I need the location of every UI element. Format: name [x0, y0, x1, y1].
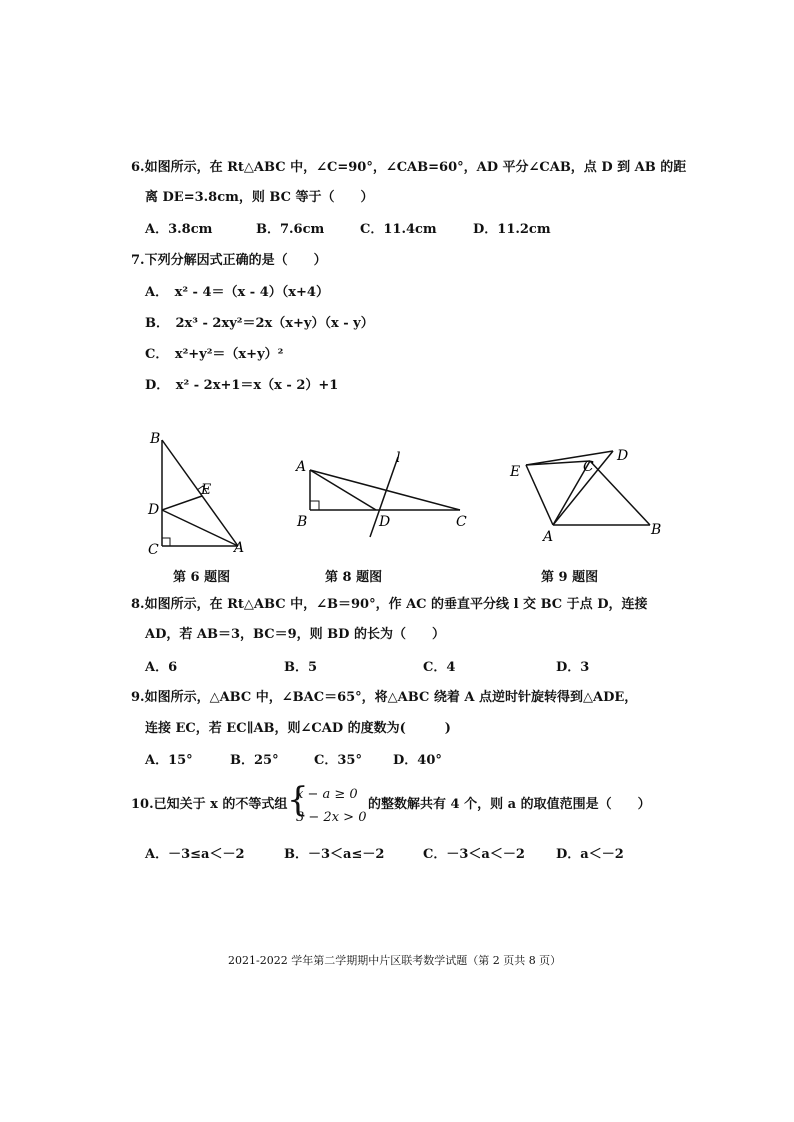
q7-option-b[interactable]: B． 2x³ - 2xy²＝2x（x+y）（x - y） [145, 316, 374, 331]
q8-option-d[interactable]: D．3 [556, 660, 590, 675]
q10-option-c[interactable]: C．－3＜a＜－2 [423, 847, 525, 862]
fig6-label-c: C [148, 542, 159, 558]
q10-inequality-1: x − a ≥ 0 [296, 787, 358, 802]
fig6-label-d: D [148, 502, 160, 518]
fig6-label-e: E [201, 482, 212, 498]
fig9-label-c: C [583, 459, 594, 475]
fig6-label-b: B [150, 431, 161, 447]
q6-stem-line2: 离 DE=3.8cm，则 BC 等于（ ） [145, 190, 374, 205]
fig6-segment-de [162, 496, 202, 510]
q9-stem-line2: 连接 EC，若 EC∥AB，则∠CAD 的度数为( ) [145, 721, 451, 736]
q6-option-d[interactable]: D．11.2cm [473, 222, 551, 237]
q10-brace: { [287, 780, 309, 820]
q10-option-b[interactable]: B．－3＜a≤－2 [284, 847, 385, 862]
fig8-label-d: D [379, 514, 391, 530]
fig8-label-l: l [396, 450, 401, 466]
figure-9-caption: 第 9 题图 [541, 570, 599, 585]
q10-stem-suffix: 的整数解共有 4 个，则 a 的取值范围是（ ） [368, 797, 651, 812]
fig9-label-e: E [510, 464, 521, 480]
q8-option-c[interactable]: C．4 [423, 660, 456, 675]
fig9-label-d: D [617, 448, 629, 464]
q6-option-a[interactable]: A．3.8cm [145, 222, 213, 237]
q6-option-c[interactable]: C．11.4cm [360, 222, 437, 237]
fig6-side-ba [162, 440, 238, 546]
q8-stem-line2: AD，若 AB＝3，BC＝9，则 BD 的长为（ ） [145, 627, 445, 642]
q8-option-a[interactable]: A．6 [145, 660, 178, 675]
fig6-right-angle-c [162, 538, 170, 546]
q10-option-a[interactable]: A．－3≤a＜－2 [145, 847, 245, 862]
q7-option-c[interactable]: C． x²+y²＝（x+y）² [145, 347, 284, 362]
q7-option-a[interactable]: A． x² - 4＝（x - 4）（x+4） [145, 285, 329, 300]
q10-option-d[interactable]: D．a＜－2 [556, 847, 624, 862]
q8-option-b[interactable]: B．5 [284, 660, 318, 675]
fig9-label-b: B [651, 522, 662, 538]
q9-stem-line1: 9.如图所示，△ABC 中，∠BAC＝65°，将△ABC 绕着 A 点逆时针旋转得到△ADE， [131, 690, 638, 705]
q6-option-b[interactable]: B．7.6cm [256, 222, 325, 237]
page-footer: 2021-2022 学年第二学期期中片区联考数学试题（第 2 页共 8 页） [228, 954, 562, 967]
fig8-label-b: B [297, 514, 308, 530]
fig8-label-a: A [296, 459, 307, 475]
fig8-label-c: C [456, 514, 467, 530]
figure-6 [140, 428, 260, 563]
q9-option-a[interactable]: A．15° [145, 753, 193, 768]
figure-6-caption: 第 6 题图 [173, 570, 231, 585]
figure-9 [505, 443, 670, 543]
q9-option-b[interactable]: B．25° [230, 753, 279, 768]
fig9-segment-ea [526, 465, 553, 525]
figure-8 [292, 445, 477, 540]
q7-stem: 7.下列分解因式正确的是（ ） [131, 253, 327, 268]
fig8-segment-ad [310, 470, 376, 510]
q9-option-c[interactable]: C．35° [314, 753, 362, 768]
q8-stem-line1: 8.如图所示，在 Rt△ABC 中，∠B＝90°，作 AC 的垂直平分线 l 交 BC 于点 D，连接 [131, 597, 648, 612]
q10-inequality-2: 3 − 2x > 0 [296, 810, 367, 825]
figure-8-caption: 第 8 题图 [325, 570, 383, 585]
fig9-label-a: A [543, 529, 554, 543]
fig9-segment-cb [590, 461, 650, 525]
q7-option-d[interactable]: D． x² - 2x+1＝x（x - 2）+1 [145, 378, 339, 393]
q10-stem-prefix: 10.已知关于 x 的不等式组 [131, 797, 288, 812]
fig6-segment-da [162, 510, 238, 546]
fig6-label-a: A [234, 540, 245, 556]
q9-option-d[interactable]: D．40° [393, 753, 442, 768]
fig8-side-ac [310, 470, 460, 510]
fig8-right-angle-b [310, 501, 319, 510]
q6-stem-line1: 6.如图所示，在 Rt△ABC 中，∠C=90°，∠CAB=60°，AD 平分∠CAB，点 D 到 AB 的距 [131, 160, 687, 175]
